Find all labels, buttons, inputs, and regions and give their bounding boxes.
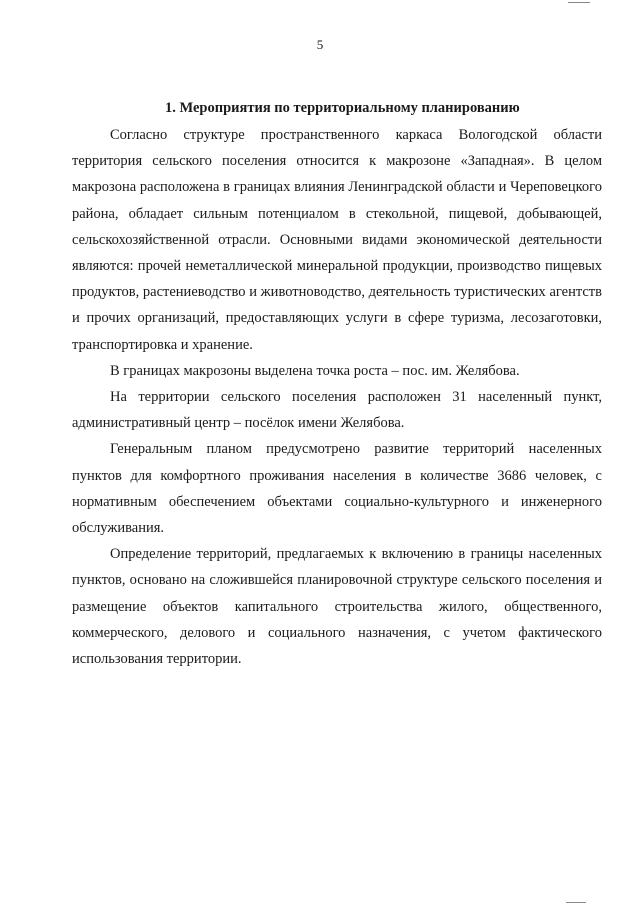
paragraph-territories: Определение территорий, предлагаемых к включению в границы населенных пунктов, основано на сложившейся планировочной структуре сельского поселения и размещение объектов капитального строительства жилого, общественного, коммерческого, делового и социального назначения, с учетом фактического использования территории. <box>72 546 602 668</box>
page-number: 5 <box>316 37 324 52</box>
scan-mark-bottom <box>566 902 586 903</box>
paragraph-growth-point: В границах макрозоны выделена точка роста – пос. им. Желябова. <box>110 362 520 379</box>
paragraph-settlements: На территории сельского поселения расположен 31 населенный пункт, административный центр – посёлок имени Желябова. <box>72 389 602 432</box>
paragraph-macrozone: Согласно структуре пространственного каркаса Вологодской области территория сельского поселения относится к макрозоне «Западная». В целом макрозона расположена в границах влияния Ленинградской области и Череповецкого района, обладает сильным потенциалом в стекольной, пищевой, добывающей, сельскохозяйственной отрасли. Основными видами экономической деятельности являются: прочей неметаллической минеральной продукции, производство пищевых продуктов, растениеводство и животноводство, деятельность туристических агентств и прочих организаций, предоставляющих услуги в сфере туризма, лесозаготовки, транспортировка и хранение. <box>72 127 602 353</box>
paragraph-general-plan: Генеральным планом предусмотрено развитие территорий населенных пунктов для комфортного проживания населения в количестве 3686 человек, с нормативным обеспечением объектами социально-культурного и инженерного обслуживания. <box>72 441 602 537</box>
scan-mark-top <box>568 2 590 3</box>
body-text <box>72 122 602 672</box>
section-heading: 1. Мероприятия по территориальному планированию <box>165 100 520 116</box>
